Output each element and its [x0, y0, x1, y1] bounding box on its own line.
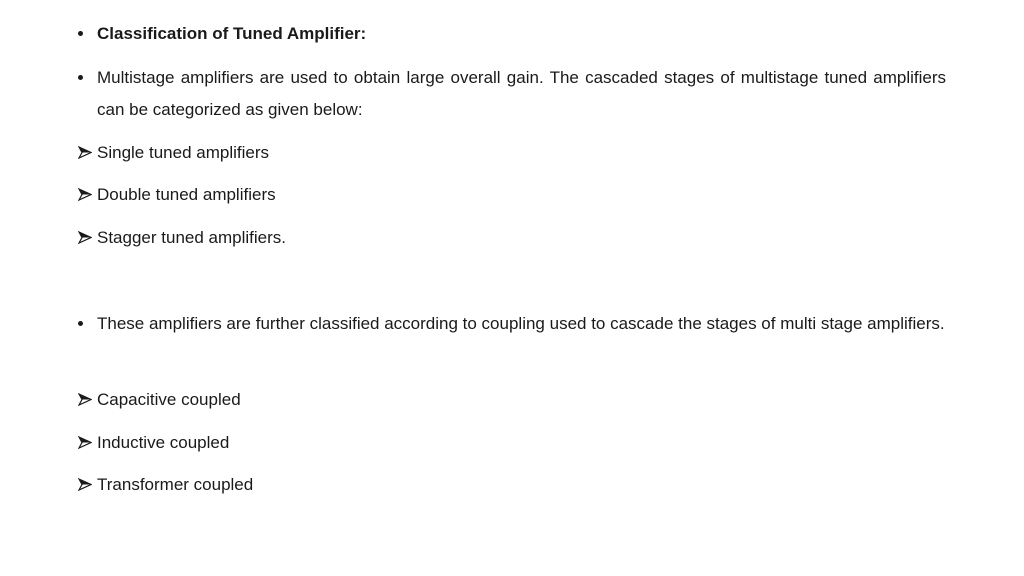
arrowhead-icon — [78, 436, 92, 449]
intro-paragraph: Multistage amplifiers are used to obtain large overall gain. The cascaded stages of multistage tuned amplifiers can be categorized as given below: — [97, 68, 946, 119]
list-item-text: Transformer coupled — [97, 475, 254, 494]
bullet-dot-icon — [78, 31, 83, 36]
list-item-text: Capacitive coupled — [97, 390, 241, 409]
coupling-paragraph: These amplifiers are further classified according to coupling used to cascade the stages of multi stage amplifiers. — [97, 314, 945, 333]
list-item-text: Inductive coupled — [97, 433, 230, 452]
list-item — [78, 469, 946, 501]
list-item — [78, 137, 946, 169]
arrowhead-icon — [78, 188, 92, 201]
list-item — [78, 179, 946, 211]
arrowhead-icon — [78, 478, 92, 491]
heading-item — [78, 18, 946, 50]
coupling-intro-item — [78, 308, 946, 340]
list-item — [78, 427, 946, 459]
bullet-dot-icon — [78, 75, 83, 80]
list-item-text: Single tuned amplifiers — [97, 143, 269, 162]
list-item — [78, 222, 946, 254]
list-item — [78, 384, 946, 416]
list-item-text: Double tuned amplifiers — [97, 185, 276, 204]
bullet-dot-icon — [78, 321, 83, 326]
arrowhead-icon — [78, 393, 92, 406]
list-item-text: Stagger tuned amplifiers. — [97, 228, 286, 247]
arrowhead-icon — [78, 231, 92, 244]
intro-item — [78, 62, 946, 126]
arrowhead-icon — [78, 146, 92, 159]
section-heading: Classification of Tuned Amplifier: — [97, 24, 367, 43]
